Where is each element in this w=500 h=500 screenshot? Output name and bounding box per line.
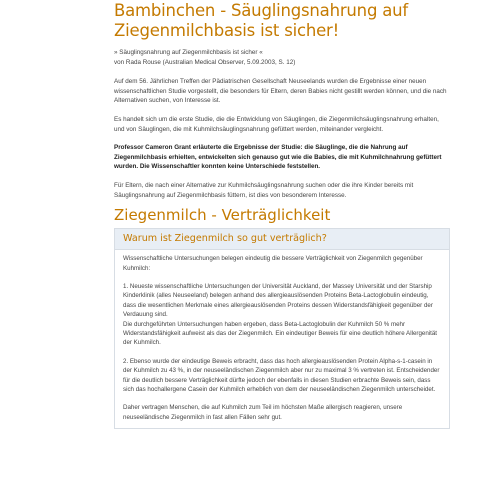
article-content [114, 0, 450, 429]
info-box-body [115, 250, 449, 428]
paragraph-results: Professor Cameron Grant erläuterte die Ergebnisse der Studie: die Säuglinge, die die Nahrung auf Ziegenmilchbasis erhielten, entwickelten sich genauso gut wie die Babies, die mit Kuhmilchnahrung gefüttert wurden. Die Wissenschaftler konnten keine Unterschiede feststellen. [114, 144, 442, 171]
section-title: Ziegenmilch - Verträglichkeit [114, 206, 331, 225]
paragraph-meeting: Auf dem 56. Jährlichen Treffen der Pädiatrischen Gesellschaft Neuseelands wurden die Ergebnisse einer neuen wissenschaftlichen Studie vorgestellt, die besonders für Eltern, deren Babies nicht gestillt werden können, und die nach Alternativen suchen, von Interesse ist. [114, 78, 447, 105]
box-point-1a: 1. Neueste wissenschaftliche Untersuchungen der Universität Auckland, der Massey Universität und der Starship Kinderklinik (alles Neuseeland) belegen anhand des allergieauslösenden Proteins Beta-Lactoglobulin eindeutig, dass die wesentlichen Merkmale eines allergieauslösenden Proteins dessen Widerstandsfähigkeit gegenüber der Verdauung sind. [123, 282, 433, 319]
paragraph-study: Es handelt sich um die erste Studie, die die Entwicklung von Säuglingen, die Ziegenmilchsäuglingsnahrung erhalten, und von Säuglingen, die mit Kuhmilchsäuglingsnahrung gefüttert werden, miteinander vergleicht. [114, 115, 439, 133]
citation-line-2: von Rada Rouse (Australian Medical Observer, 5.09.2003, S. 12) [114, 58, 296, 66]
box-conclusion: Daher vertragen Menschen, die auf Kuhmilch zum Teil im höchsten Maße allergisch reagieren, unsere neuseeländische Ziegenmilch in fast allen Fällen sehr gut. [123, 404, 403, 421]
info-box-title: Warum ist Ziegenmilch so gut verträglich? [115, 229, 449, 250]
paragraph-parents: Für Eltern, die nach einer Alternative zur Kuhmilchsäuglingsnahrung suchen oder die ihre Kinder bereits mit Säuglingsnahrung auf Ziegenmilchbasis füttern, ist dies von besonderem Interesse. [114, 181, 414, 199]
box-point-1b: Die durchgeführten Untersuchungen haben ergeben, dass Beta-Lactoglobulin der Kuhmilch 50 % mehr Widerstandsfähigkeit aufweist als das der Ziegenmilch. Ein eindeutiger Beweis für eine deutlich höhere Allergenität der Kuhmilch. [123, 320, 438, 347]
citation-line-1: » Säuglingsnahrung auf Ziegenmilchbasis ist sicher « [114, 49, 263, 56]
info-box [114, 228, 450, 429]
article-title: Bambinchen - Säuglingsnahrung auf Ziegenmilchbasis ist sicher! [114, 1, 409, 40]
box-point-2: 2. Ebenso wurde der eindeutige Beweis erbracht, dass das hoch allergieauslösenden Protein Alpha-s-1-casein in der Kuhmilch zu 43 %, in der neuseeländischen Ziegenmilch aber nur zu maximal 3 % vertreten ist. Entscheidender für die deutlich bessere Verträglichkeit dürfte jedoch der ebenfalls in diesen Studien erbrachte Beweis sein, dass sich das hochallergene Casein der Kuhmilch erheblich von dem der neuseeländischen Ziegenmilch unterscheidet. [123, 357, 440, 393]
box-intro: Wissenschaftliche Untersuchungen belegen eindeutig die bessere Verträglichkeit von Ziegenmilch gegenüber Kuhmilch: [123, 255, 423, 272]
